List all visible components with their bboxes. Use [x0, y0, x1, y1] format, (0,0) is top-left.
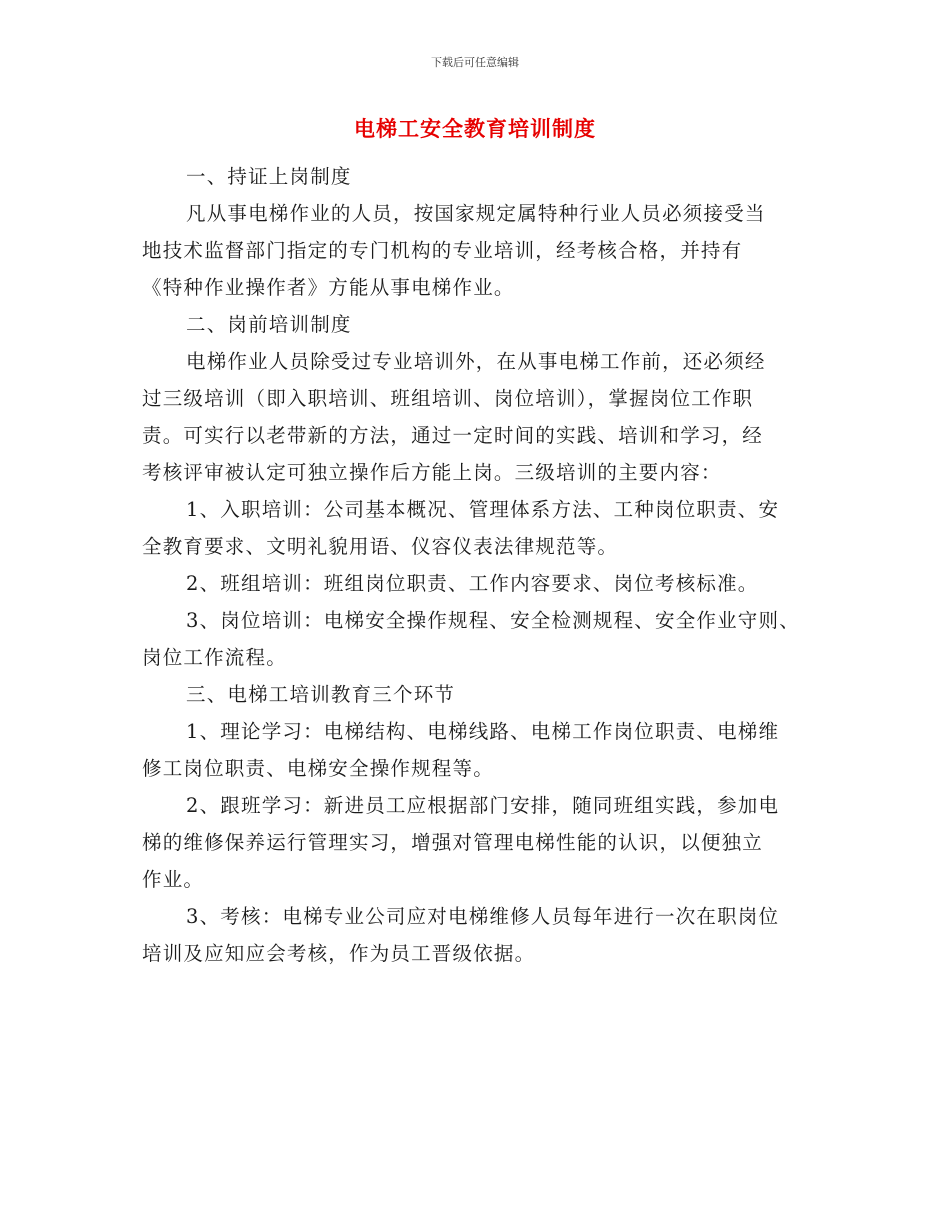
document-title: 电梯工安全教育培训制度	[354, 117, 596, 141]
body-line: 凡从事电梯作业的人员，按国家规定属特种行业人员必须接受当	[186, 202, 766, 225]
body-line: 三、电梯工培训教育三个环节	[186, 683, 456, 706]
document-body	[142, 158, 822, 972]
body-line: 1、入职培训：公司基本概况、管理体系方法、工种岗位职责、安	[186, 498, 780, 521]
body-line: 岗位工作流程。	[142, 646, 287, 669]
body-line: 过三级培训（即入职培训、班组培训、岗位培训），掌握岗位工作职	[142, 387, 754, 410]
body-line: 全教育要求、文明礼貌用语、仪容仪表法律规范等。	[142, 535, 619, 558]
body-line: 2、跟班学习：新进员工应根据部门安排，随同班组实践，参加电	[186, 794, 780, 817]
body-line: 3、岗位培训：电梯安全操作规程、安全检测规程、安全作业守则、	[186, 609, 800, 632]
body-line: 地技术监督部门指定的专门机构的专业培训，经考核合格，并持有	[142, 239, 743, 262]
body-line: 责。可实行以老带新的方法，通过一定时间的实践、培训和学习，经	[142, 424, 764, 447]
body-line: 2、班组培训：班组岗位职责、工作内容要求、岗位考核标准。	[186, 572, 759, 595]
body-line: 作业。	[142, 868, 205, 891]
body-line: 修工岗位职责、电梯安全操作规程等。	[142, 757, 494, 780]
body-line: 3、考核：电梯专业公司应对电梯维修人员每年进行一次在职岗位	[186, 905, 780, 928]
body-line: 电梯作业人员除受过专业培训外，在从事电梯工作前，还必须经	[186, 350, 766, 373]
body-line: 考核评审被认定可独立操作后方能上岗。三级培训的主要内容：	[142, 461, 722, 484]
body-line: 1、理论学习：电梯结构、电梯线路、电梯工作岗位职责、电梯维	[186, 720, 780, 743]
body-line: 二、岗前培训制度	[186, 313, 352, 336]
body-line: 培训及应知应会考核，作为员工晋级依据。	[142, 942, 536, 965]
body-line: 梯的维修保养运行管理实习，增强对管理电梯性能的认识，以便独立	[142, 831, 764, 854]
body-line: 《特种作业操作者》方能从事电梯作业。	[142, 276, 515, 299]
header-note: 下载后可任意编辑	[431, 56, 519, 69]
body-line: 一、持证上岗制度	[186, 165, 352, 188]
